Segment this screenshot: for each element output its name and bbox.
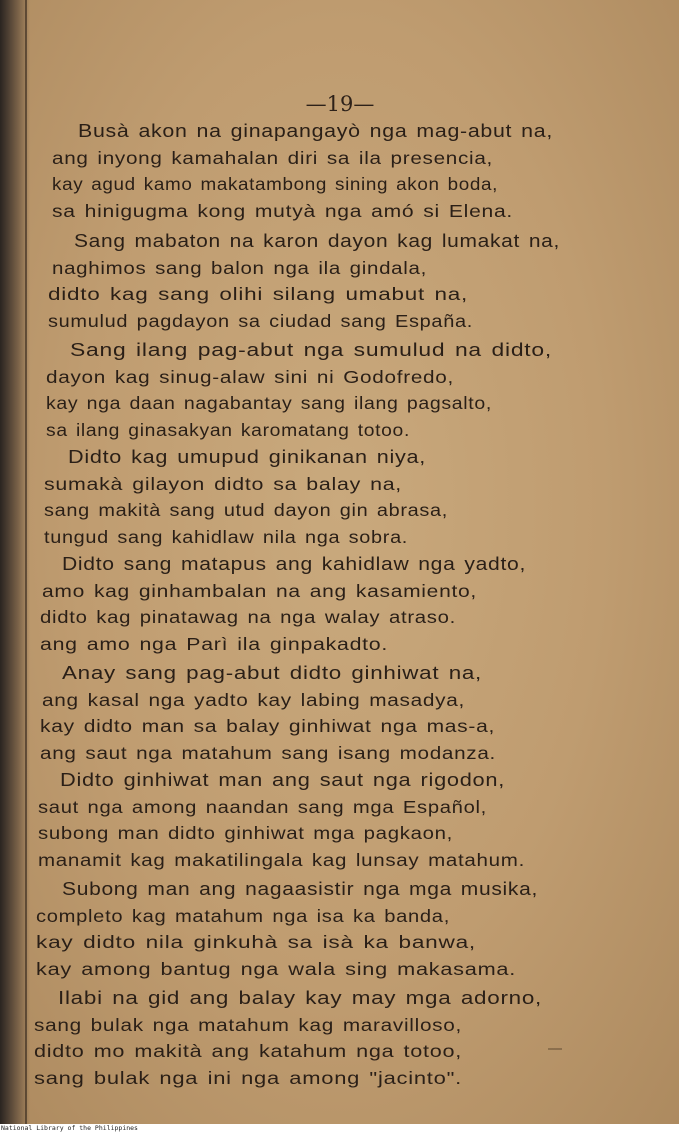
poem-line: ang kasal nga yadto kay labing masadya, [42,689,466,710]
poem-line: subong man didto ginhiwat mga pagkaon, [38,823,454,843]
poem-line: kay agud kamo makatambong sining akon boda, [52,174,498,194]
poem-line: completo kag matahum nga isa ka banda, [36,905,450,926]
poem-line: Didto ginhiwat man ang saut nga rigodon, [60,770,505,790]
poem-line: naghimos sang balon nga ila gindala, [52,257,427,278]
poem-line: sumulud pagdayon sa ciudad sang España. [48,310,474,331]
poem-line: sang bulak nga ini nga among "jacinto". [34,1067,462,1088]
poem-line: dayon kag sinug-alaw sini ni Godofredo, [46,366,454,387]
poem-line: kay didto man sa balay ginhiwat nga mas-a, [40,716,496,736]
poem-line: didto kag sang olihi silang umabut na, [48,284,468,304]
ink-smudge [548,1048,562,1050]
poem-line: didto mo makità ang katahum nga totoo, [34,1041,462,1061]
poem-line: kay didto nila ginkuhà sa isà ka banwa, [36,932,476,952]
poem-line: Didto sang matapus ang kahidlaw nga yadto, [62,554,527,574]
poem-line: ang saut nga matahum sang isang modanza. [40,742,496,763]
poem-line: Didto kag umupud ginikanan niya, [68,447,427,467]
poem-line: tungud sang kahidlaw nila nga sobra. [44,526,409,547]
poem-line: sa hinigugma kong mutyà nga amó si Elena. [52,200,513,221]
poem-line: Sang ilang pag-abut nga sumulud na didto, [70,340,552,360]
poem-line: Busà akon na ginapangayò nga mag-abut na, [78,121,553,141]
poem-line: sumakà gilayon didto sa balay na, [44,473,402,494]
poem-line: Sang mabaton na karon dayon kag lumakat na, [74,231,561,251]
poem-line: kay among bantug nga wala sing makasama. [36,958,516,979]
poem-line: kay nga daan nagabantay sang ilang pagsalto, [46,393,492,413]
page-fold-line [25,0,27,1124]
poem-line: ang amo nga Parì ila ginpakadto. [40,633,389,654]
poem-line: didto kag pinatawag na nga walay atraso. [40,607,457,627]
poem-line: sa ilang ginasakyan karomatang totoo. [46,419,411,440]
footer-bar [0,1124,679,1133]
poem-line: Anay sang pag-abut didto ginhiwat na, [62,663,483,683]
poem-line: manamit kag makatilingala kag lunsay matahum. [38,849,525,870]
poem-line: Ilabi na gid ang balay kay may mga adorno, [58,988,542,1008]
poem-line: ang inyong kamahalan diri sa ila presencia, [52,147,493,168]
poem-line: sang bulak nga matahum kag maravilloso, [34,1014,462,1035]
poem-line: Subong man ang nagaasistir nga mga musika, [62,879,538,899]
page-number: —19— [305,92,375,116]
poem-line: saut nga among naandan sang mga Español, [38,796,487,817]
poem-line: sang makità sang utud dayon gin abrasa, [44,500,448,520]
poem-line: amo kag ginhambalan na ang kasamiento, [42,580,477,601]
library-credit: National Library of the Philippines [1,1124,138,1132]
